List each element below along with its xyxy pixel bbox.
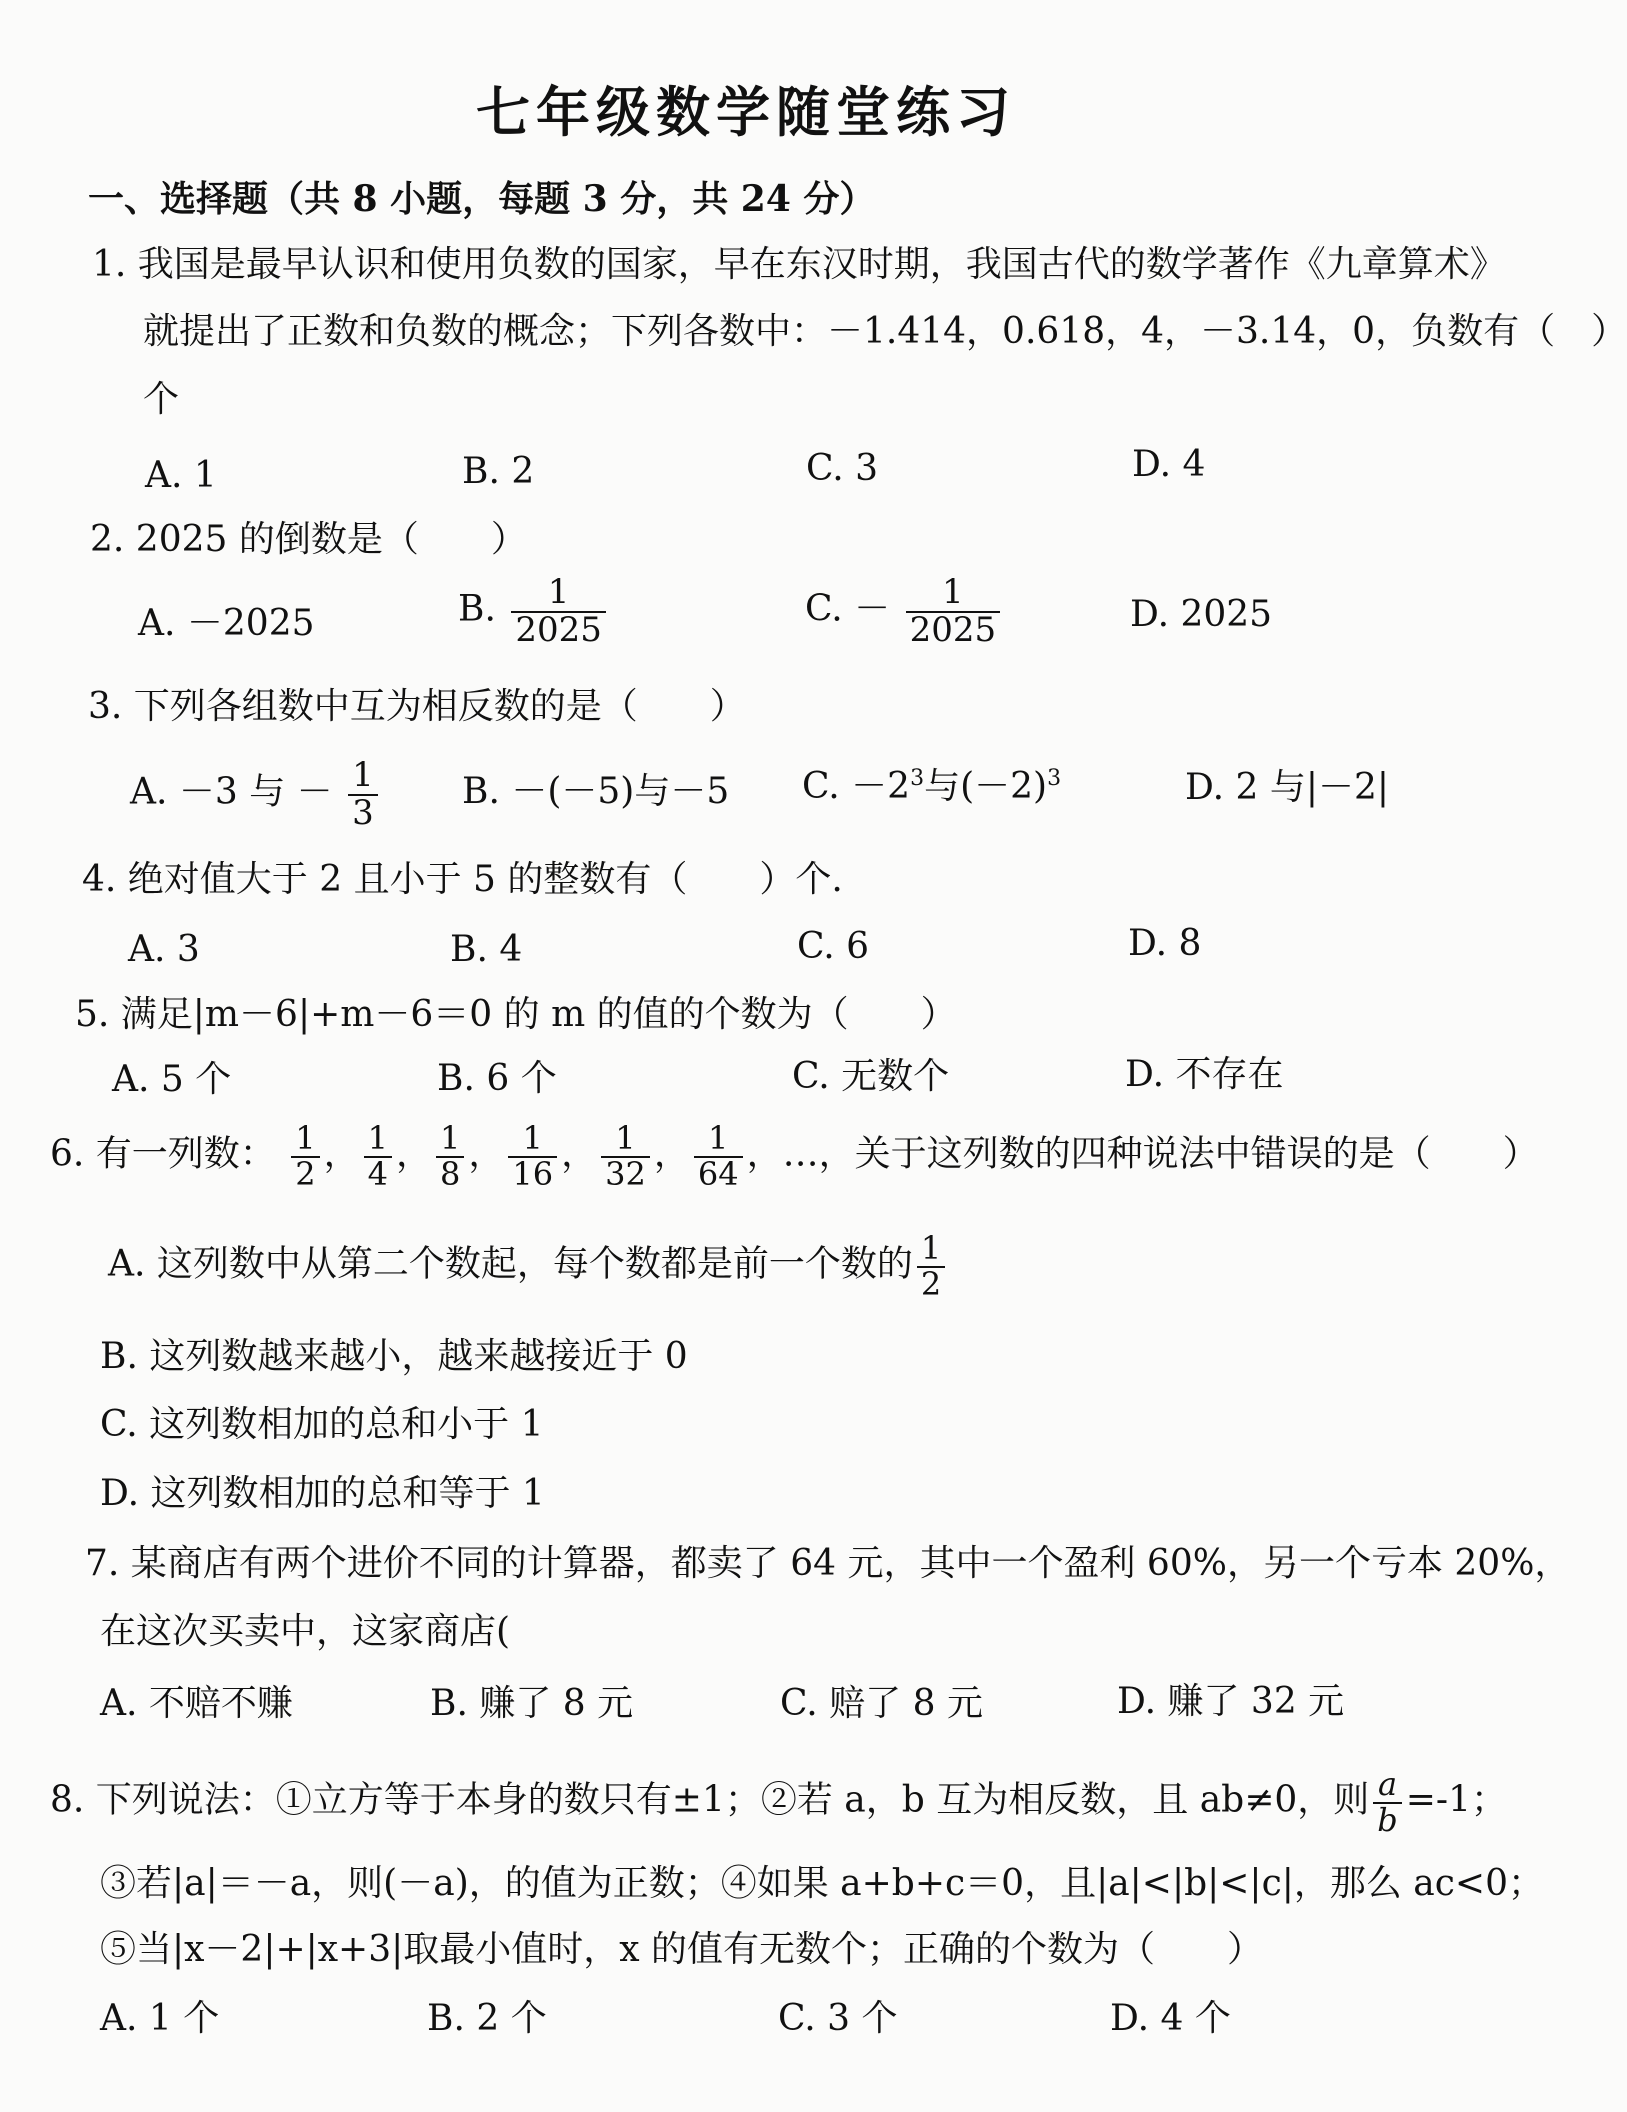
q4-stem: 4. 绝对值大于 2 且小于 5 的整数有（ ）个. — [82, 859, 843, 900]
fraction-numerator: 1 — [295, 1119, 316, 1157]
q3-option-c-text: C. －2 — [802, 766, 911, 807]
q7-option-d: D. 赚了 32 元 — [1117, 1681, 1345, 1722]
q4-option-a: A. 3 — [128, 929, 200, 970]
q8-option-a: A. 1 个 — [100, 1998, 220, 2039]
q7-line2: 在这次买卖中，这家商店( — [100, 1611, 511, 1652]
fraction-denominator: 2025 — [906, 611, 1001, 649]
sequence-term — [601, 1119, 650, 1193]
sequence-term — [436, 1119, 464, 1193]
q8-line1-suffix: =-1； — [1405, 1779, 1507, 1821]
fraction-numerator: 1 — [522, 1119, 543, 1157]
q8-option-c: C. 3 个 — [778, 1998, 898, 2039]
q2-option-d: D. 2025 — [1130, 594, 1273, 635]
sequence-term — [508, 1119, 557, 1193]
fraction-numerator: 1 — [920, 1229, 942, 1267]
q3-option-c — [802, 765, 1061, 808]
q2-option-b-label: B. — [458, 588, 496, 630]
fraction-denominator: 64 — [694, 1156, 743, 1192]
q2-option-c-fraction — [906, 572, 1001, 650]
q6-option-a — [108, 1229, 949, 1303]
fraction-denominator: 4 — [364, 1156, 392, 1192]
q6-option-d: D. 这列数相加的总和等于 1 — [100, 1473, 545, 1514]
q2-option-c-label: C. － — [805, 588, 891, 630]
q1-line1: 1. 我国是最早认识和使用负数的国家，早在东汉时期，我国古代的数学著作《九章算术》 — [92, 244, 1506, 285]
fraction-numerator: 1 — [942, 572, 964, 612]
q5-option-b: B. 6 个 — [437, 1058, 557, 1099]
q3-stem: 3. 下列各组数中互为相反数的是（ ） — [88, 686, 746, 727]
fraction-denominator: 2 — [917, 1266, 945, 1302]
q3-option-b: B. －(－5)与－5 — [462, 771, 730, 812]
q3-option-a-fraction — [348, 755, 378, 833]
q1-option-c: C. 3 — [806, 448, 879, 489]
q2-option-a: A. －2025 — [138, 603, 315, 644]
q8-option-b: B. 2 个 — [427, 1998, 547, 2039]
fraction-numerator: 1 — [708, 1119, 729, 1157]
sequence-term — [364, 1119, 392, 1193]
exponent: 3 — [1047, 766, 1062, 791]
fraction-numerator: 1 — [615, 1119, 636, 1157]
q4-option-d: D. 8 — [1128, 923, 1202, 964]
q7-option-a: A. 不赔不赚 — [100, 1683, 293, 1724]
q2-stem: 2. 2025 的倒数是（ ） — [90, 519, 527, 560]
q1-option-a: A. 1 — [145, 455, 217, 496]
q2-option-b-fraction — [511, 572, 606, 650]
fraction-denominator: b — [1373, 1802, 1401, 1838]
fraction-numerator: 1 — [352, 755, 374, 795]
q3-option-d: D. 2 与|－2| — [1185, 767, 1389, 808]
q6-stem-prefix: 6. 有一列数： — [50, 1133, 276, 1175]
q1-option-b: B. 2 — [462, 451, 535, 492]
sequence-term — [694, 1119, 743, 1193]
q7-option-c: C. 赔了 8 元 — [780, 1683, 983, 1724]
q4-option-b: B. 4 — [450, 929, 523, 970]
q5-stem: 5. 满足|m－6|+m－6＝0 的 m 的值的个数为（ ） — [75, 994, 957, 1035]
q6-stem: 6. 有一列数： $\frac{1}{2}$ ， $\frac{1}{4}$ ， $\frac{1}{8}$ ， $\frac{1}{16}$ ， $\frac{1}{32}$ ， $\frac{1}{64}$ ，…，关于这列数的四种说法中错误的是（ ） — [50, 1119, 1539, 1193]
q5-option-c: C. 无数个 — [792, 1056, 950, 1097]
page-title: 七年级数学随堂练习 — [476, 80, 1016, 144]
q5-option-a: A. 5 个 — [112, 1059, 232, 1100]
fraction-denominator: 8 — [436, 1156, 464, 1192]
exponent: 3 — [910, 766, 925, 791]
fraction-denominator: 2 — [291, 1156, 319, 1192]
q7-line1: 7. 某商店有两个进价不同的计算器，都卖了 64 元，其中一个盈利 60%，另一个亏本 20%， — [85, 1543, 1571, 1584]
q6-option-a-text: A. 这列数中从第二个数起，每个数都是前一个数的 — [108, 1243, 913, 1285]
q8-line3: ⑤当|x－2|+|x+3|取最小值时，x 的值有无数个；正确的个数为（ ） — [100, 1929, 1264, 1970]
q6-stem-suffix: ，…，关于这列数的四种说法中错误的是（ ） — [746, 1133, 1539, 1175]
q1-line3: 个 — [143, 379, 180, 420]
fraction-numerator: 1 — [367, 1119, 388, 1157]
q8-option-d: D. 4 个 — [1110, 1998, 1231, 2039]
q8-line1 — [50, 1765, 1507, 1839]
fraction-denominator: 3 — [348, 794, 378, 832]
q1-line2: 就提出了正数和负数的概念；下列各数中：－1.414，0.618，4，－3.14，0，负数有（ ） — [143, 311, 1627, 352]
q6-option-c: C. 这列数相加的总和小于 1 — [100, 1404, 544, 1445]
q8-fraction — [1373, 1765, 1401, 1839]
section-heading: 一、选择题（共 8 小题，每题 3 分，共 24 分） — [88, 178, 876, 220]
sequence-term — [291, 1119, 319, 1193]
q5-option-d: D. 不存在 — [1125, 1054, 1284, 1095]
fraction-numerator: 1 — [547, 572, 570, 612]
fraction-numerator: 1 — [440, 1119, 461, 1157]
q3-option-a — [130, 755, 382, 833]
fraction-denominator: 16 — [508, 1156, 557, 1192]
q6-option-b: B. 这列数越来越小，越来越接近于 0 — [100, 1336, 688, 1377]
q7-option-b: B. 赚了 8 元 — [430, 1683, 634, 1724]
fraction-numerator: a — [1377, 1765, 1398, 1803]
fraction-denominator: 2025 — [511, 611, 606, 649]
q8-line1-text: 8. 下列说法：①立方等于本身的数只有±1；②若 a，b 互为相反数，且 ab≠0，则 — [50, 1779, 1370, 1821]
q8-line2: ③若|a|＝－a，则(－a)，的值为正数；④如果 a+b+c＝0，且|a|<|b|<|c|，那么 ac<0； — [100, 1863, 1544, 1904]
fraction-denominator: 32 — [601, 1156, 650, 1192]
q4-option-c: C. 6 — [797, 926, 870, 967]
q2-option-b — [458, 572, 610, 650]
q1-option-d: D. 4 — [1132, 444, 1206, 485]
q2-option-c — [805, 572, 1004, 650]
q3-option-a-label: A. －3 与 － — [130, 771, 333, 813]
q3-option-c-text2: 与(－2) — [924, 766, 1048, 807]
q6-option-a-fraction — [917, 1229, 945, 1303]
